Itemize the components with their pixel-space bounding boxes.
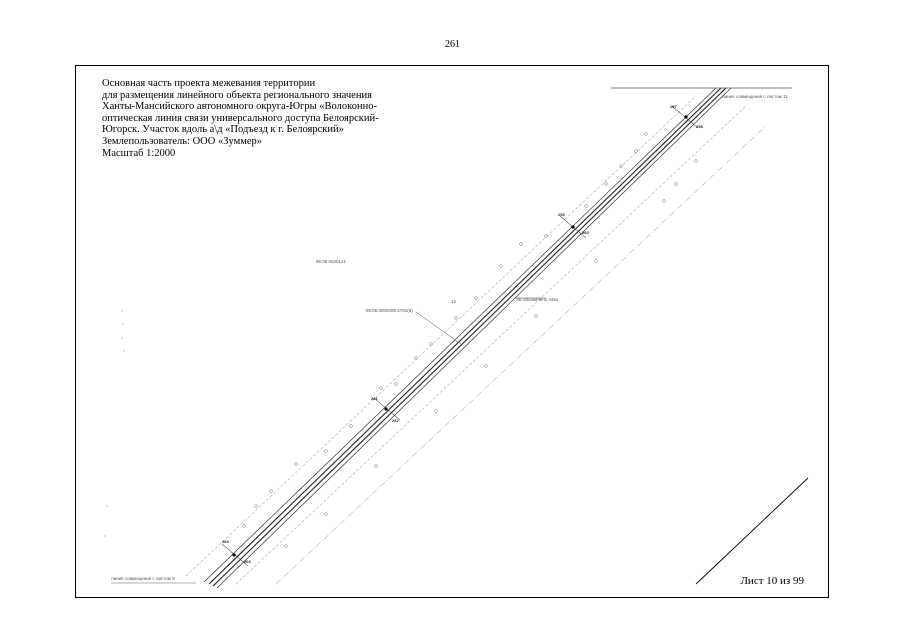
point-label-a-bottom: 258 <box>696 124 703 129</box>
tick-label: 12 <box>451 299 457 304</box>
boundary-dashdot-far <box>276 126 766 584</box>
point-label-d-bottom: 264 <box>244 559 251 564</box>
parcel-label-main: 86:06:0020121 <box>316 259 347 264</box>
road-edge-center-a <box>209 88 721 584</box>
boundary-dashed-right <box>236 106 746 584</box>
leader-road-parcel <box>416 312 461 344</box>
point-label-c-top: 261 <box>371 396 378 401</box>
match-label-bottom: линия совмещения с листом 9 <box>111 576 175 581</box>
sheet-number-label: Лист 10 из 99 <box>740 575 804 587</box>
diagonal-line-right <box>696 478 808 584</box>
title-line-2: для размещения линейного объекта регионального значения <box>102 89 372 101</box>
point-label-b-top: 259 <box>558 212 565 217</box>
road-edge-center-b <box>213 88 726 586</box>
road-edge-left <box>204 88 716 582</box>
point-label-c-bottom: 262 <box>392 418 399 423</box>
road-edge-right <box>217 88 731 588</box>
title-line-4: оптическая линия связи универсального доступа Белоярский- <box>102 112 379 124</box>
title-line-1: Основная часть проекта межевания территории <box>102 78 316 89</box>
drawing-frame <box>75 65 829 598</box>
zone-label: ЗВ обозначено 44вз <box>516 297 558 302</box>
parcel-label-road: 86:06:0000000:2791(9) <box>366 308 413 313</box>
title-block <box>102 78 379 159</box>
title-line-5: Югорск. Участок вдоль а\д «Подъезд к г. Белоярский» <box>102 124 344 136</box>
land-user-line: Землепользователь: ООО «Зуммер» <box>102 135 263 147</box>
point-label-b-bottom: 260 <box>582 230 589 235</box>
boundary-dashed-left <box>186 96 696 576</box>
scale-line: Масштаб 1:2000 <box>102 147 176 159</box>
survey-ticks <box>104 311 125 536</box>
point-label-a-top: 257 <box>670 104 677 109</box>
title-line-3: Ханты-Мансийского автономного округа-Югры «Волоконно- <box>102 101 377 113</box>
match-label-top: линия совмещения с листом 11 <box>722 94 788 99</box>
point-label-d-top: 263 <box>222 539 229 544</box>
page-number: 261 <box>445 39 460 50</box>
